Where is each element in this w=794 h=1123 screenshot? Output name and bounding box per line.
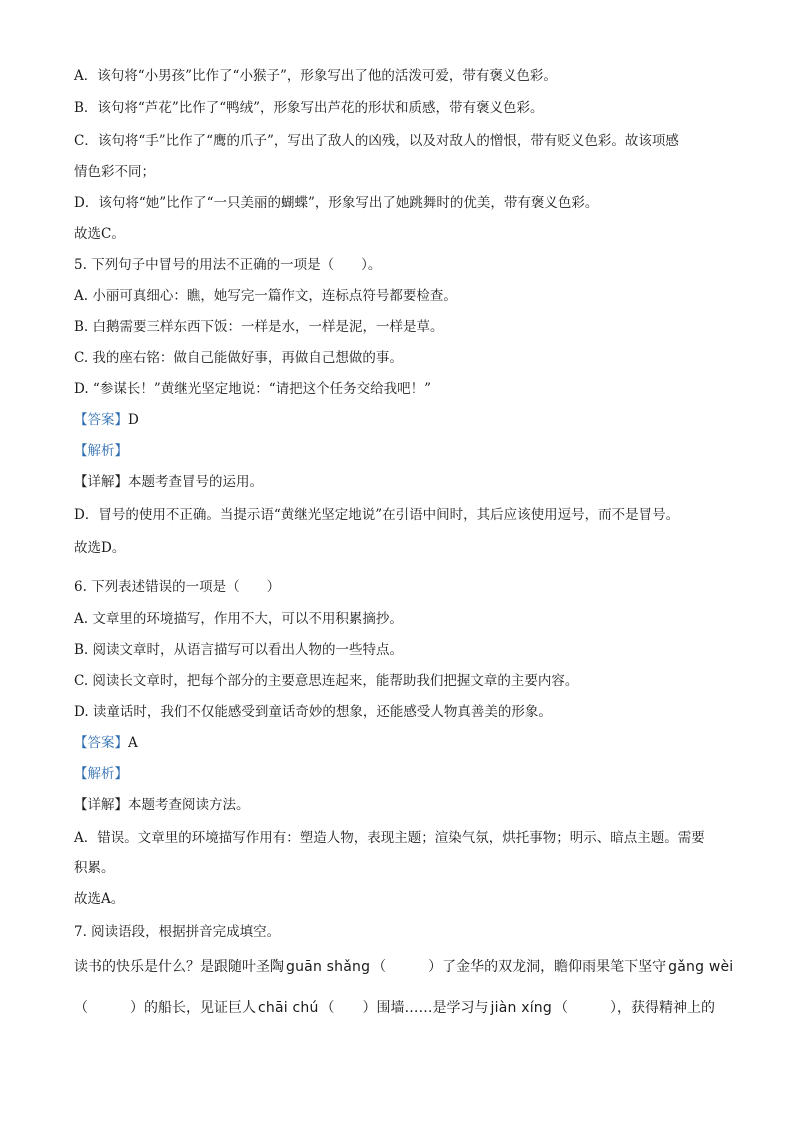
passage-text: （ ）围墙……是学习与 [320, 1000, 489, 1016]
q6-option-b: B. 阅读文章时，从语言描写可以看出人物的一些特点。 [74, 642, 404, 658]
q5-option-a: A. 小丽可真细心：瞧，她写完一篇作文，连标点符号都要检查。 [74, 288, 457, 304]
q6-question: 6. 下列表述错误的一项是（ ） [74, 579, 281, 595]
pinyin-gang-wei: gǎng wèi [668, 959, 734, 975]
q6-detail [74, 795, 734, 815]
detail-text: 本题考查阅读方法。 [128, 797, 250, 813]
passage-text: （ ），获得精神上的 [553, 1000, 715, 1016]
q4-explain-b: B．该句将“芦花”比作了“鸭绒”，形象写出芦花的形状和质感，带有褒义色彩。 [74, 100, 544, 116]
q6-answer [74, 733, 734, 753]
q5-explain: D．冒号的使用不正确。当提示语“黄继光坚定地说”在引语中间时，其后应该使用逗号，而不是冒号。 [74, 507, 680, 523]
pinyin-jian-xing: jiàn xíng [490, 1000, 552, 1016]
q5-option-d: D. “参谋长！”黄继光坚定地说：“请把这个任务交给我吧！” [74, 381, 432, 397]
q4-explain-c-cont: 情色彩不同； [74, 164, 155, 180]
q7-passage-line-2 [74, 998, 734, 1018]
q7-question: 7. 阅读语段，根据拼音完成填空。 [74, 924, 281, 940]
q6-analysis [74, 764, 734, 784]
q5-option-b: B. 白鹅需要三样东西下饭：一样是水，一样是泥，一样是草。 [74, 319, 444, 335]
q5-conclusion: 故选D。 [74, 540, 126, 556]
analysis-tag: 【解析】 [74, 443, 128, 459]
answer-value: D [128, 412, 139, 428]
q7-passage-line-1 [74, 957, 734, 977]
q5-option-c: C. 我的座右铭：做自己能做好事，再做自己想做的事。 [74, 350, 403, 366]
q6-explain-cont: 积累。 [74, 860, 115, 876]
pinyin-guan-shang: guān shǎng [286, 959, 371, 975]
q6-option-d: D. 读童话时，我们不仅能感受到童话奇妙的想象，还能感受人物真善美的形象。 [74, 704, 552, 720]
q5-detail [74, 472, 734, 492]
passage-text: 读书的快乐是什么？是跟随叶圣陶 [74, 959, 284, 975]
answer-tag: 【答案】 [74, 412, 128, 428]
detail-tag: 【详解】 [74, 797, 128, 813]
detail-tag: 【详解】 [74, 474, 128, 490]
answer-tag: 【答案】 [74, 735, 128, 751]
q6-explain: A．错误。文章里的环境描写作用有：塑造人物，表现主题；渲染气氛，烘托事物；明示、暗点主题。需要 [74, 830, 705, 846]
passage-text: （ ）了金华的双龙洞，瞻仰雨果笔下坚守 [372, 959, 667, 975]
q5-answer [74, 410, 734, 430]
q4-explain-d: D．该句将“她”比作了“一只美丽的蝴蝶”，形象写出了她跳舞时的优美，带有褒义色彩。 [74, 195, 599, 211]
analysis-tag: 【解析】 [74, 766, 128, 782]
answer-value: A [128, 735, 138, 751]
q4-explain-c: C．该句将“手”比作了“鹰的爪子”，写出了敌人的凶残，以及对敌人的憎恨，带有贬义色彩。故该项感 [74, 133, 679, 149]
q6-option-c: C. 阅读长文章时，把每个部分的主要意思连起来，能帮助我们把握文章的主要内容。 [74, 673, 579, 689]
q5-analysis [74, 441, 734, 461]
pinyin-chai-chu: chāi chú [258, 1000, 319, 1016]
q6-conclusion: 故选A。 [74, 891, 125, 907]
passage-text: （ ）的船长，见证巨人 [74, 1000, 256, 1016]
q4-explain-a: A．该句将“小男孩”比作了“小猴子”，形象写出了他的活泼可爱，带有褒义色彩。 [74, 68, 557, 84]
q6-option-a: A. 文章里的环境描写，作用不大，可以不用积累摘抄。 [74, 611, 403, 627]
q4-conclusion: 故选C。 [74, 226, 125, 242]
detail-text: 本题考查冒号的运用。 [128, 474, 263, 490]
q5-question: 5. 下列句子中冒号的用法不正确的一项是（ ）。 [74, 257, 382, 273]
